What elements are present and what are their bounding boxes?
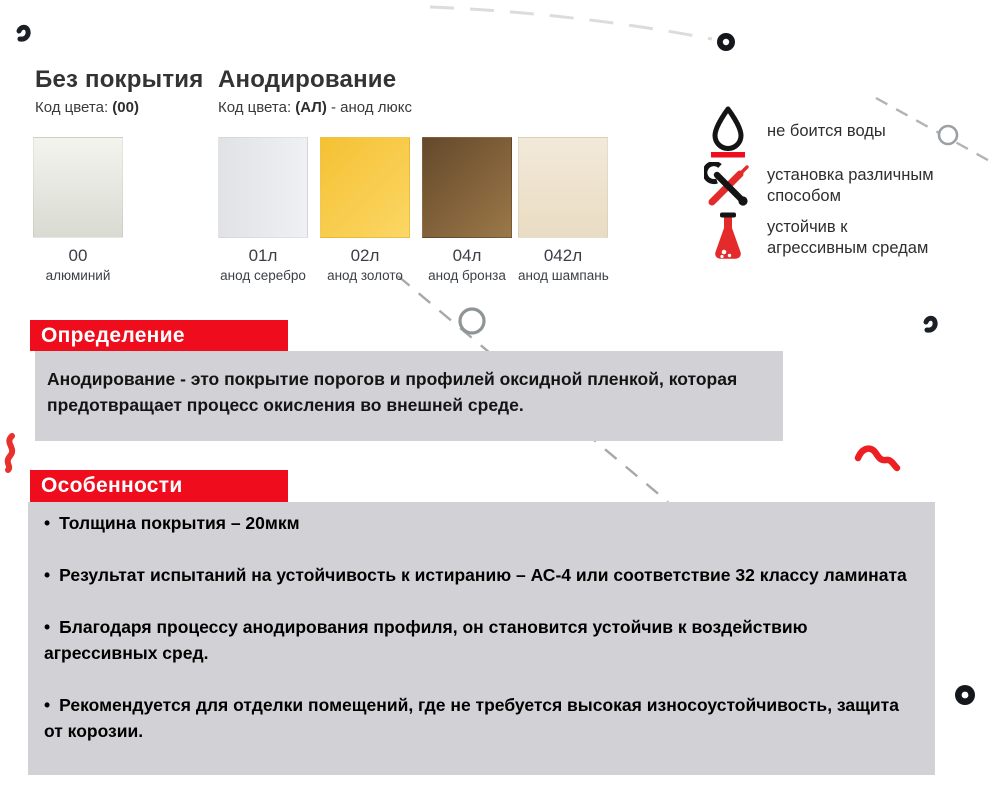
swatch-code: 042л (543, 246, 583, 265)
no-coating-title: Без покрытия (35, 66, 204, 93)
color-swatch (518, 137, 608, 238)
color-swatch (218, 137, 308, 238)
property-bullet: • Рекомендуется для отделки помещений, где не требуется высокая износоустойчивость, защита от корозии. (44, 692, 909, 744)
code-label: Код цвета: (35, 99, 113, 116)
swatch-anod-champagne (518, 137, 608, 283)
properties-list (28, 502, 935, 775)
swatch-code: 02л (350, 246, 380, 265)
feature-text: устойчив к агрессивным средам (767, 218, 929, 257)
swatch-code: 01л (248, 246, 278, 265)
water-drop-icon (704, 104, 752, 158)
swatch-anod-bronze (422, 137, 512, 283)
feature-waterproof (704, 104, 886, 158)
code-value: (АЛ) (295, 99, 327, 116)
property-bullet: • Благодаря процессу анодирования профиля, он становится устойчив к воздействию агрессивных сред. (44, 614, 909, 666)
swatch-name: анод золото (327, 267, 403, 283)
feature-text: не боится воды (767, 121, 886, 140)
swatch-name: анод серебро (220, 267, 306, 283)
swatch-aluminium (33, 137, 123, 283)
definition-heading: Определение (30, 320, 288, 351)
property-bullet: • Толщина покрытия – 20мкм (44, 510, 909, 536)
definition-body: Анодирование - это покрытие порогов и профилей оксидной пленкой, которая предотвращает процесс окисления во внешней среде. (35, 351, 783, 441)
color-swatch (320, 137, 410, 238)
swatch-name: анод бронза (428, 267, 506, 283)
feature-installation (704, 162, 934, 210)
anodizing-title: Анодирование (218, 66, 397, 93)
swatch-code: 04л (452, 246, 482, 265)
color-swatch (422, 137, 512, 238)
code-suffix: - анод люкс (326, 99, 412, 116)
property-bullet: • Результат испытаний на устойчивость к истиранию – АС-4 или соответствие 32 классу ламината (44, 562, 909, 588)
swatch-name: алюминий (45, 267, 111, 283)
swatch-anod-silver (218, 137, 308, 283)
swatch-anod-gold (320, 137, 410, 283)
swatch-code: 00 (68, 246, 88, 265)
swatch-name: анод шампань (518, 267, 609, 283)
wrench-screwdriver-icon (704, 162, 752, 210)
properties-heading: Особенности (30, 470, 288, 502)
color-swatch (33, 137, 123, 238)
no-coating-code (35, 99, 139, 116)
feature-text: установка различным способом (767, 166, 934, 205)
feature-chemical-resistance (704, 212, 928, 264)
flask-icon (704, 212, 752, 264)
anodizing-code (218, 99, 412, 116)
code-value: (00) (112, 99, 139, 116)
code-label: Код цвета: (218, 99, 296, 116)
